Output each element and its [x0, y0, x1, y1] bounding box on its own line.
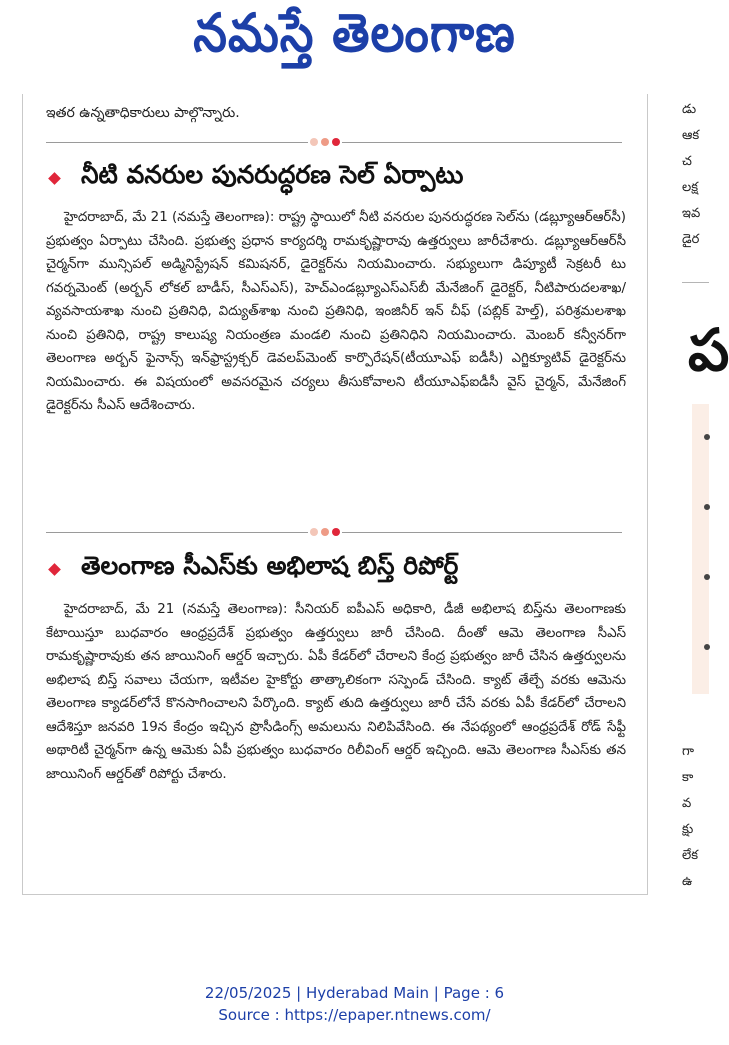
column-fragment: లేక — [682, 848, 699, 863]
adjacent-column — [662, 94, 729, 894]
column-fragment: ఇవ — [682, 206, 701, 221]
lead-line: ఇతర ఉన్నతాధికారులు పాల్గొన్నారు. — [46, 105, 240, 121]
column-fragment: గా — [682, 744, 694, 759]
diamond-bullet-icon — [48, 563, 61, 576]
headline-text: తెలంగాణ సీఎస్‌కు అభిలాష బిస్త్ రిపోర్ట్ — [81, 551, 459, 580]
bullet-dot-icon — [704, 504, 710, 510]
article-headline-2 — [46, 551, 636, 587]
footer-source-link[interactable]: Source : https://epaper.ntnews.com/ — [218, 1006, 491, 1024]
column-fragment: వ — [682, 796, 692, 811]
column-fragment: ఉ — [682, 874, 693, 889]
masthead — [0, 0, 709, 80]
column-fragment: డు — [682, 102, 697, 117]
footer-edition: 22/05/2025 | Hyderabad Main | Page : 6 — [204, 984, 505, 1002]
column-headline-fragment: ప — [688, 316, 729, 384]
bullet-dot-icon — [704, 434, 710, 440]
article-body-1: హైదరాబాద్, మే 21 (నమస్తే తెలంగాణ): రాష్ట్ర స్థాయిలో నీటి వనరుల పునరుద్ధరణ సెల్‌ను (డబ్ల్యూఆర్ఆర్‌సీ) ప్రభుత్వం ఏర్పాటు చేసింది. ప్రభుత్వ ప్రధాన కార్యదర్శి రామకృష్ణారావు ఉత్తర్వులు జారీచేశారు. డబ్ల్యూఆర్ఆర్‌సీ చైర్మన్‌గా మున్సిపల్ అడ్మినిస్ట్రేషన్ కమిషనర్, డైరెక్టర్‌ను నియమించారు. సభ్యులుగా డిప్యూటీ సెక్రటరీ టు గవర్నమెంట్ (అర్బన్ లోకల్ బాడీస్, సీఎస్ఎస్), హెచ్ఎండబ్ల్యూఎస్‌ఎస్‌బీ మేనేజింగ్ డైరెక్టర్, నీటిపారుదలశాఖ/వ్యవసాయశాఖ నుంచి ప్రతినిధి, విద్యుత్‌శాఖ నుంచి ప్రతినిధి, ఇంజినీర్ ఇన్ చీఫ్ (పబ్లిక్ హెల్త్), పరిశ్రమలశాఖ నుంచి ప్రతినిధి, రాష్ట్ర కాలుష్య నియంత్రణ మండలి నుంచి ప్రతినిధిని నియమించారు. మెంబర్ కన్వీనర్‌గా తెలంగాణ అర్బన్ ఫైనాన్స్ ఇన్‌ఫ్రాస్ట్రక్చర్ డెవలప్‌మెంట్ కార్పొరేషన్(టీయూఎఫ్ ఐడీసీ) ఎగ్జిక్యూటివ్ డైరెక్టర్‌ను నియమించారు. ఈ విషయంలో అవసరమైన చర్యలు తీసుకోవాలని టీయూఎఫ్ఐడీసీ వైస్ చైర్మన్, మేనేజింగ్ డైరెక్టర్‌ను సీఎస్ ఆదేశించారు. — [46, 210, 626, 413]
bullet-dot-icon — [704, 574, 710, 580]
column-fragment: లక్ష — [682, 180, 699, 195]
column-rule — [682, 282, 709, 283]
bullet-dot-icon — [704, 644, 710, 650]
diamond-bullet-icon — [48, 172, 61, 185]
article-headline-1 — [46, 160, 636, 196]
divider-dots — [308, 137, 342, 147]
article-body-2: హైదరాబాద్, మే 21 (నమస్తే తెలంగాణ): సీనియర్ ఐపీఎస్ అధికారి, డీజీ అభిలాష బిస్త్‌ను తెలంగాణకు కేటాయిస్తూ బుధవారం ఆంధ్రప్రదేశ్ ప్రభుత్వం ఉత్తర్వులు జారీ చేసింది. దీంతో ఆమె తెలంగాణ సీఎస్ రామకృష్ణారావుకు తన జాయినింగ్ ఆర్డర్ ఇచ్చారు. ఏపీ కేడర్‌లో చేరాలని కేంద్ర ప్రభుత్వం జారీ చేసిన ఉత్తర్వులను అభిలాష బిస్త్ సవాలు చేయగా, ఇటీవల హైకోర్టు తాత్కాలికంగా సస్పెండ్ చేసింది. క్యాట్ తేల్చే వరకు ఆమెను తెలంగాణ క్యాడర్‌లోనే కొనసాగించాలని పేర్కొంది. క్యాట్ తుది ఉత్తర్వులు జారీ చేసే వరకు ఏపీ కేడర్‌లో చేరాలని ఆదేశిస్తూ జనవరి 19న కేంద్రం ఇచ్చిన ప్రొసీడింగ్స్ అమలును నిలిపివేసింది. ఈ నేపథ్యంలో ఆంధ్రప్రదేశ్ రోడ్ సేఫ్టీ అథారిటీ చైర్మన్‌గా ఉన్న ఆమెకు ఏపీ ప్రభుత్వం బుధవారం రిలీవింగ్ ఆర్డర్ ఇచ్చింది. ఆమె తెలంగాణ సీఎస్‌కు తన జాయినింగ్ ఆర్డర్‌తో రిపోర్టు చేశారు. — [46, 602, 626, 782]
headline-text: నీటి వనరుల పునరుద్ధరణ సెల్ ఏర్పాటు — [81, 160, 464, 189]
column-fragment: చ — [682, 154, 692, 169]
column-fragment: డైర — [682, 232, 700, 247]
column-fragment: కా — [682, 770, 694, 785]
highlight-box — [692, 404, 709, 694]
column-fragment: క్షు — [682, 822, 694, 837]
divider-dots — [308, 527, 342, 537]
column-fragment: ఆక — [682, 128, 700, 143]
masthead-title: నమస్తే తెలంగాణ — [193, 2, 516, 65]
